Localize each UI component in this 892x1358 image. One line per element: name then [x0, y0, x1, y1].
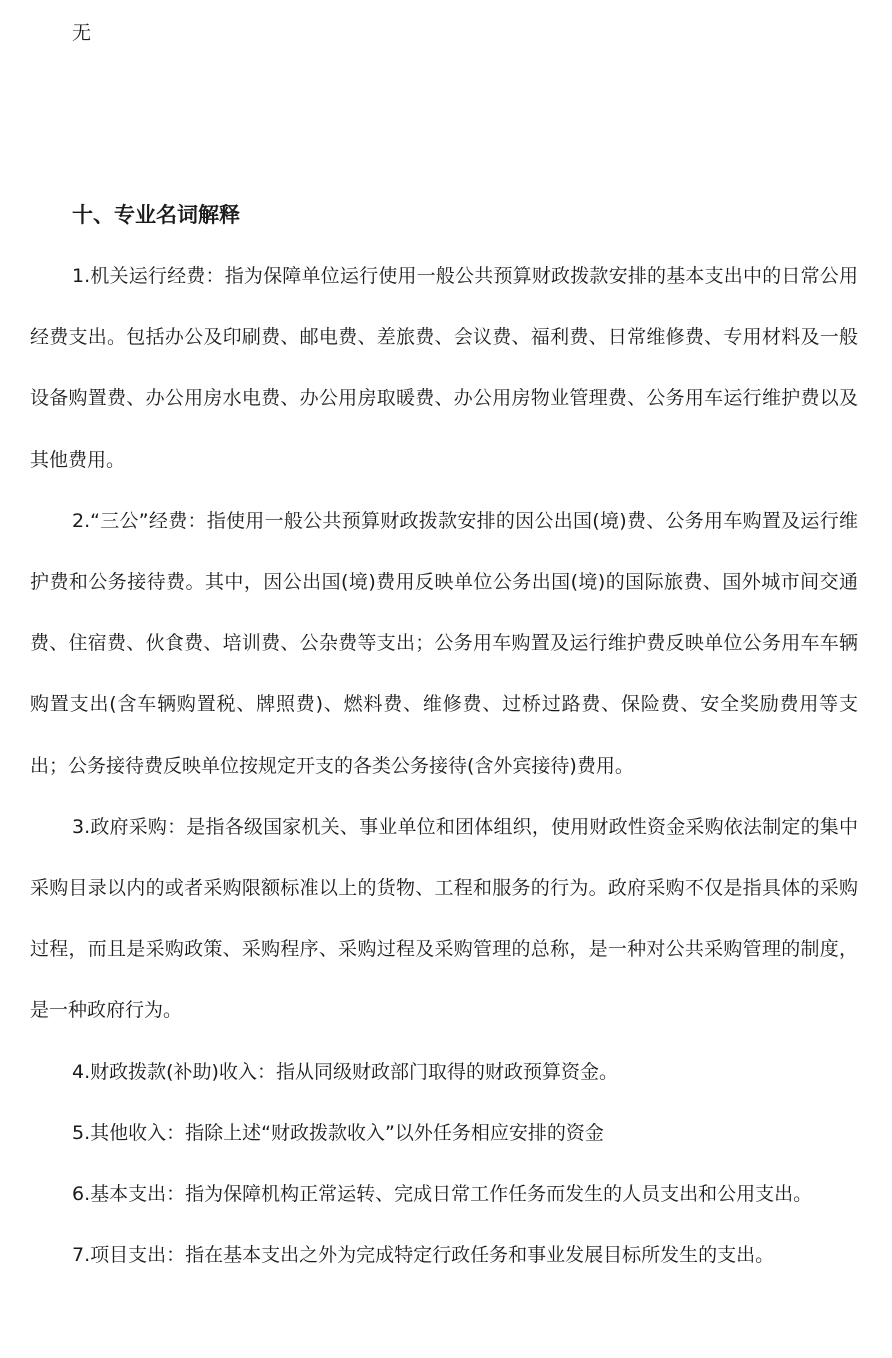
definitions-content [30, 246, 858, 1286]
definition-paragraph-2: 2.“三公”经费：指使用一般公共预算财政拨款安排的因公出国(境)费、公务用车购置及运行维护费和公务接待费。其中，因公出国(境)费用反映单位公务出国(境)的国际旅费、国外城市间交通费、住宿费、伙食费、培训费、公杂费等支出；公务用车购置及运行维护费反映单位公务用车车辆购置支出(含车辆购置税、牌照费)、燃料费、维修费、过桥过路费、保险费、安全奖励费用等支出；公务接待费反映单位按规定开支的各类公务接待(含外宾接待)费用。 [30, 509, 858, 777]
definition-paragraph-3: 3.政府采购：是指各级国家机关、事业单位和团体组织，使用财政性资金采购依法制定的集中采购目录以内的或者采购限额标准以上的货物、工程和服务的行为。政府采购不仅是指具体的采购过程，而且是采购政策、采购程序、采购过程及采购管理的总称，是一种对公共采购管理的制度，是一种政府行为。 [30, 815, 858, 1022]
definition-paragraph-1: 1.机关运行经费：指为保障单位运行使用一般公共预算财政拨款安排的基本支出中的日常公用经费支出。包括办公及印刷费、邮电费、差旅费、会议费、福利费、日常维修费、专用材料及一般设备购置费、办公用房水电费、办公用房取暖费、办公用房物业管理费、公务用车运行维护费以及其他费用。 [30, 265, 858, 471]
definition-paragraph-5: 5.其他收入：指除上述“财政拨款收入”以外任务相应安排的资金 [72, 1121, 604, 1144]
definition-paragraph-6: 6.基本支出：指为保障机构正常运转、完成日常工作任务而发生的人员支出和公用支出。 [72, 1183, 813, 1206]
definition-paragraph-7: 7.项目支出：指在基本支出之外为完成特定行政任务和事业发展目标所发生的支出。 [72, 1244, 775, 1267]
section-heading: 十、专业名词解释 [72, 203, 240, 227]
intro-text: 无 [72, 22, 92, 44]
definition-paragraph-4: 4.财政拨款(补助)收入：指从同级财政部门取得的财政预算资金。 [72, 1060, 618, 1083]
